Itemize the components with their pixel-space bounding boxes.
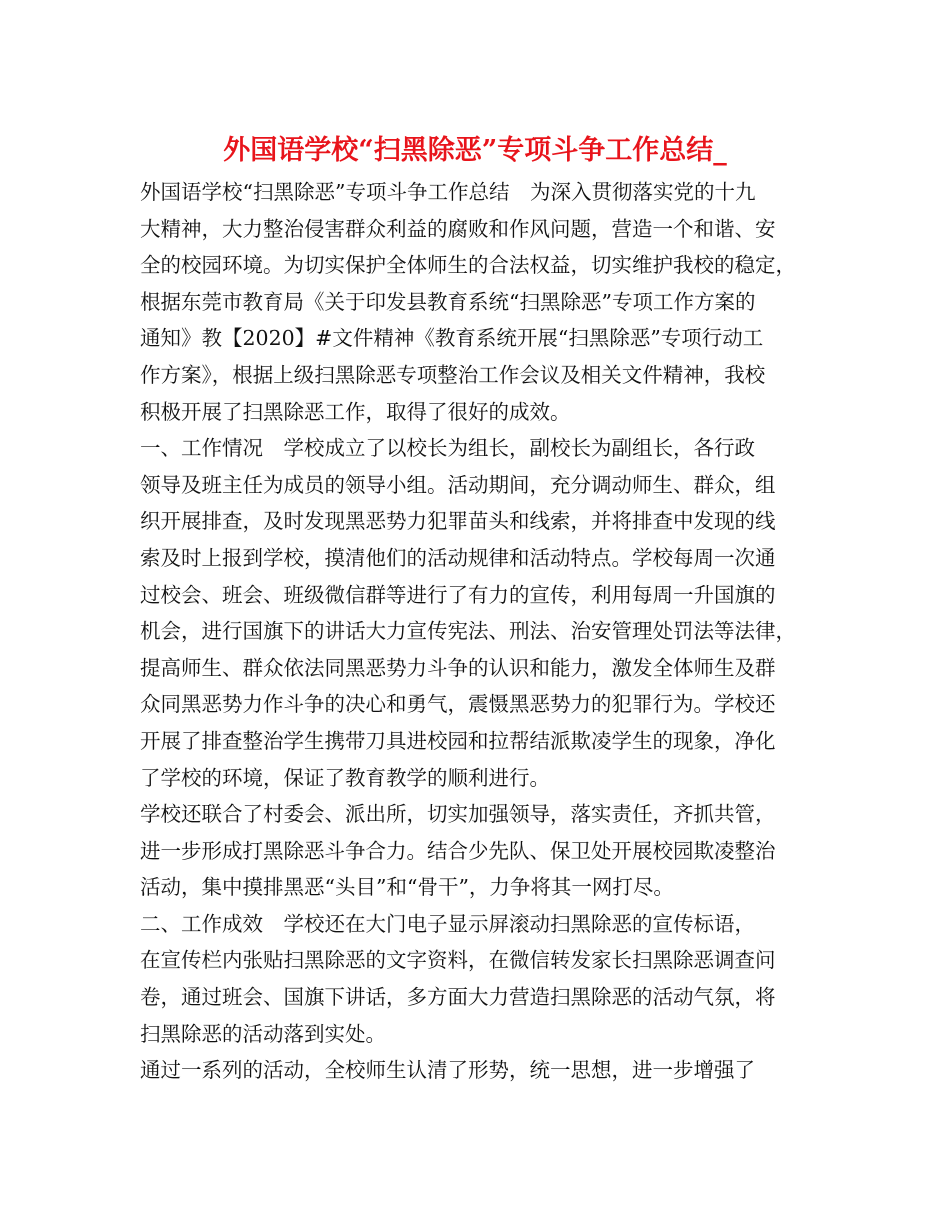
body-line: 作方案》，根据上级扫黑除恶专项整治工作会议及相关文件精神，我校 [140, 362, 766, 387]
body-line: 在宣传栏内张贴扫黑除恶的文字资料，在微信转发家长扫黑除恶调查问 [140, 948, 776, 973]
body-line: 过校会、班会、班级微信群等进行了有力的宣传，利用每周一升国旗的 [140, 582, 776, 607]
body-line: 卷，通过班会、国旗下讲话，多方面大力营造扫黑除恶的活动气氛，将 [140, 985, 776, 1010]
body-line: 一、工作情况 学校成立了以校长为组长，副校长为副组长，各行政 [140, 436, 755, 461]
body-line: 扫黑除恶的活动落到实处。 [140, 1021, 386, 1046]
document-body [140, 174, 820, 1089]
body-line: 领导及班主任为成员的领导小组。活动期间，充分调动师生、群众，组 [140, 472, 776, 497]
body-line: 织开展排查，及时发现黑恶势力犯罪苗头和线索，并将排查中发现的线 [140, 509, 776, 534]
body-line: 根据东莞市教育局《关于印发县教育系统“扫黑除恶”专项工作方案的 [140, 289, 756, 314]
document-title: 外国语学校“扫黑除恶”专项斗争工作总结_ [223, 135, 727, 166]
body-line: 活动，集中摸排黑恶“头目”和“骨干”，力争将其一网打尽。 [140, 875, 674, 900]
body-line: 外国语学校“扫黑除恶”专项斗争工作总结 为深入贯彻落实党的十九 [140, 180, 756, 204]
body-line: 提高师生、群众依法同黑恶势力斗争的认识和能力，激发全体师生及群 [140, 655, 776, 680]
body-line: 了学校的环境，保证了教育教学的顺利进行。 [140, 765, 550, 790]
body-line: 学校还联合了村委会、派出所，切实加强领导，落实责任，齐抓共管， [140, 802, 776, 827]
body-line: 大精神，大力整治侵害群众利益的腐败和作风问题，营造一个和谐、安 [140, 216, 776, 241]
body-line: 通过一系列的活动，全校师生认清了形势，统一思想，进一步增强了 [140, 1058, 755, 1083]
body-line: 众同黑恶势力作斗争的决心和勇气，震慑黑恶势力的犯罪行为。学校还 [140, 692, 776, 717]
body-line: 二、工作成效 学校还在大门电子显示屏滚动扫黑除恶的宣传标语， [140, 911, 755, 936]
body-line: 开展了排查整治学生携带刀具进校园和拉帮结派欺凌学生的现象，净化 [140, 728, 776, 753]
body-line: 通知》教【2020】#文件精神《教育系统开展“扫黑除恶”专项行动工 [140, 326, 764, 351]
body-line: 机会，进行国旗下的讲话大力宣传宪法、刑法、治安管理处罚法等法律， [140, 619, 796, 644]
body-line: 进一步形成打黑除恶斗争合力。结合少先队、保卫处开展校园欺凌整治 [140, 838, 776, 863]
body-line: 索及时上报到学校，摸清他们的活动规律和活动特点。学校每周一次通 [140, 545, 776, 570]
body-line: 积极开展了扫黑除恶工作，取得了很好的成效。 [140, 399, 571, 424]
body-line: 全的校园环境。为切实保护全体师生的合法权益，切实维护我校的稳定， [140, 253, 796, 278]
